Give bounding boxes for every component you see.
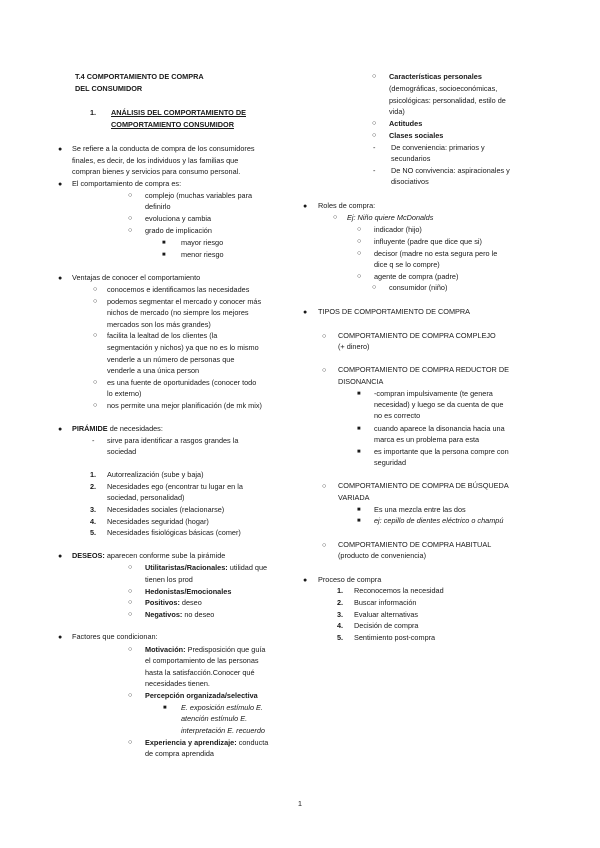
list-number: 2. <box>337 598 344 607</box>
list-item <box>145 645 265 656</box>
list-item: VARIADA <box>338 493 370 502</box>
list-item: dice q se lo compre) <box>374 260 440 269</box>
list-item: mercados son los más grandes) <box>107 320 211 329</box>
definition-line: compran bienes y servicios para consumo personal. <box>72 167 241 176</box>
behavior-intro: El comportamiento de compra es: <box>72 179 182 188</box>
square-bullet-icon: ■ <box>162 252 166 258</box>
list-item: Percepción organizada/selectiva <box>145 691 258 700</box>
circle-bullet-icon: ○ <box>93 402 98 409</box>
list-item: seguridad <box>374 458 407 467</box>
list-item <box>145 738 268 749</box>
roles-example: Ej: Niño quiere McDonalds <box>347 213 434 222</box>
bullet-icon: ● <box>58 181 63 188</box>
process-heading: Proceso de compra <box>318 575 382 584</box>
list-item <box>145 563 267 574</box>
circle-bullet-icon: ○ <box>128 215 133 222</box>
list-item: ej: cepillo de dientes eléctrico o champú <box>374 516 504 525</box>
list-item: Reconocemos la necesidad <box>354 586 444 595</box>
positive-label: Positivos: <box>145 598 180 607</box>
list-number: 1. <box>337 586 344 595</box>
util-label: Utilitaristas/Racionales: <box>145 563 228 572</box>
circle-bullet-icon: ○ <box>357 238 362 245</box>
list-item: Necesidades fisiológicas básicas (comer) <box>107 528 241 537</box>
list-item: Decisión de compra <box>354 621 419 630</box>
list-item: necesidad) y luego se da cuenta de que <box>374 400 504 409</box>
bullet-icon: ● <box>303 577 308 584</box>
list-item: hasta la satisfacción.Conocer qué <box>145 668 255 677</box>
list-item: sirve para identificar a rasgos grandes la <box>107 436 239 445</box>
circle-bullet-icon: ○ <box>322 483 327 490</box>
list-item: marca es un problema para esta <box>374 435 480 444</box>
list-item: conocemos e identificamos las necesidades <box>107 285 250 294</box>
types-heading: TIPOS DE COMPORTAMIENTO DE COMPRA <box>318 307 471 316</box>
list-item: nichos de mercado (no siempre los mejores <box>107 308 249 317</box>
list-item: indicador (hijo) <box>374 225 422 234</box>
square-bullet-icon: ■ <box>357 507 361 513</box>
list-item: evoluciona y cambia <box>145 214 212 223</box>
bullet-icon: ● <box>303 309 308 316</box>
list-item: COMPORTAMIENTO DE COMPRA REDUCTOR DE <box>338 365 509 374</box>
list-item: Evaluar alternativas <box>354 610 419 619</box>
circle-bullet-icon: ○ <box>128 599 133 606</box>
definition-line: finales, es decir, de los individuos y las familias que <box>72 156 239 165</box>
pyramid-heading <box>72 424 163 435</box>
circle-bullet-icon: ○ <box>357 250 362 257</box>
list-item: vida) <box>389 107 405 116</box>
list-number: 3. <box>90 505 97 514</box>
list-item: Necesidades sociales (relacionarse) <box>107 505 225 514</box>
list-item: de compra aprendida <box>145 749 214 758</box>
circle-bullet-icon: ○ <box>333 214 338 221</box>
list-item: podemos segmentar el mercado y conocer más <box>107 297 262 306</box>
list-item: consumidor (niño) <box>389 283 448 292</box>
list-item: De conveniencia: primarios y <box>391 143 485 152</box>
list-item: (demográficas, socioeconómicas, <box>389 84 498 93</box>
list-item: Características personales <box>389 72 482 81</box>
list-number: 5. <box>90 528 97 537</box>
list-item: nos permite una mejor planificación (de mk mix) <box>107 401 262 410</box>
motivation-label: Motivación: <box>145 645 186 654</box>
square-bullet-icon: ■ <box>357 426 361 432</box>
pyramid-title-rest: de necesidades: <box>107 424 163 433</box>
circle-bullet-icon: ○ <box>128 611 133 618</box>
list-number: 4. <box>90 517 97 526</box>
list-item: mayor riesgo <box>181 238 224 247</box>
advantages-intro: Ventajas de conocer el comportamiento <box>72 273 201 282</box>
circle-bullet-icon: ○ <box>93 379 98 386</box>
bullet-icon: ● <box>58 146 63 153</box>
circle-bullet-icon: ○ <box>128 646 133 653</box>
circle-bullet-icon: ○ <box>128 564 133 571</box>
list-number: 3. <box>337 610 344 619</box>
experience-label: Experiencia y aprendizaje: <box>145 738 237 747</box>
util-text: utilidad que <box>227 563 268 572</box>
list-item: psicológicas: personalidad, estilo de <box>389 96 506 105</box>
dash-bullet-icon: - <box>373 143 376 152</box>
list-number: 4. <box>337 621 344 630</box>
list-item: COMPORTAMIENTO DE COMPRA HABITUAL <box>338 540 492 549</box>
dash-bullet-icon: - <box>92 436 95 445</box>
list-item: interpretación E. recuerdo <box>181 726 265 735</box>
list-item: E. exposición estímulo E. <box>181 703 263 712</box>
circle-bullet-icon: ○ <box>372 73 377 80</box>
bullet-icon: ● <box>58 634 63 641</box>
list-item: venderle a una única person <box>107 366 200 375</box>
list-number: 2. <box>90 482 97 491</box>
desires-heading <box>72 551 225 562</box>
list-item: Sentimiento post-compra <box>354 633 436 642</box>
dash-bullet-icon: - <box>373 166 376 175</box>
circle-bullet-icon: ○ <box>357 226 362 233</box>
section-heading-line1: ANÁLISIS DEL COMPORTAMIENTO DE <box>111 108 246 117</box>
circle-bullet-icon: ○ <box>128 192 133 199</box>
list-item: agente de compra (padre) <box>374 272 459 281</box>
list-item: no es correcto <box>374 411 421 420</box>
doc-title-line2: DEL CONSUMIDOR <box>75 84 143 93</box>
roles-heading: Roles de compra: <box>318 201 376 210</box>
list-item: Autorrealización (sube y baja) <box>107 470 204 479</box>
list-item: COMPORTAMIENTO DE COMPRA DE BÚSQUEDA <box>338 481 509 490</box>
circle-bullet-icon: ○ <box>372 120 377 127</box>
list-item: Actitudes <box>389 119 423 128</box>
circle-bullet-icon: ○ <box>372 284 377 291</box>
definition-line: Se refiere a la conducta de compra de los consumidores <box>72 144 255 153</box>
negative-label: Negativos: <box>145 610 183 619</box>
desires-title: DESEOS: <box>72 551 105 560</box>
list-item: sociedad <box>107 447 137 456</box>
section-number: 1. <box>90 108 97 117</box>
page-number: 1 <box>297 799 303 808</box>
list-item: grado de implicación <box>145 226 212 235</box>
list-item: secundarios <box>391 154 431 163</box>
list-number: 1. <box>90 470 97 479</box>
positive-text: deseo <box>179 598 202 607</box>
list-item: es una fuente de oportunidades (conocer todo <box>107 378 257 387</box>
square-bullet-icon: ■ <box>357 449 361 455</box>
list-item: De NO convivencia: aspiracionales y <box>391 166 510 175</box>
circle-bullet-icon: ○ <box>128 227 133 234</box>
circle-bullet-icon: ○ <box>372 132 377 139</box>
experience-text: conducta <box>236 738 269 747</box>
circle-bullet-icon: ○ <box>357 273 362 280</box>
list-item: complejo (muchas variables para <box>145 191 253 200</box>
circle-bullet-icon: ○ <box>93 298 98 305</box>
square-bullet-icon: ■ <box>357 518 361 524</box>
list-item: Hedonistas/Emocionales <box>145 587 232 596</box>
list-item: Clases sociales <box>389 131 444 140</box>
list-item: -compran impulsivamente (te genera <box>374 389 493 398</box>
list-item: atención estímulo E. <box>181 714 248 723</box>
list-item: lo externo) <box>107 389 142 398</box>
list-item: Necesidades seguridad (hogar) <box>107 517 209 526</box>
factors-intro: Factores que condicionan: <box>72 632 158 641</box>
circle-bullet-icon: ○ <box>128 739 133 746</box>
negative-text: no deseo <box>182 610 215 619</box>
list-item: disociativos <box>391 177 429 186</box>
list-item: (+ dinero) <box>338 342 370 351</box>
circle-bullet-icon: ○ <box>93 286 98 293</box>
list-item: tienen los prod <box>145 575 193 584</box>
list-item <box>145 598 202 609</box>
circle-bullet-icon: ○ <box>128 692 133 699</box>
list-item: menor riesgo <box>181 250 224 259</box>
list-item: Necesidades ego (encontrar tu lugar en la <box>107 482 243 491</box>
list-item: cuando aparece la disonancia hacia una <box>374 424 505 433</box>
circle-bullet-icon: ○ <box>322 333 327 340</box>
section-heading-line2: COMPORTAMIENTO CONSUMIDOR <box>111 120 234 129</box>
pyramid-title: PIRÁMIDE <box>72 424 108 433</box>
circle-bullet-icon: ○ <box>93 332 98 339</box>
list-item: decisor (madre no esta segura pero le <box>374 249 498 258</box>
list-item: influyente (padre que dice que si) <box>374 237 482 246</box>
list-item: venderle a un número de personas que <box>107 355 235 364</box>
square-bullet-icon: ■ <box>162 240 166 246</box>
list-item: COMPORTAMIENTO DE COMPRA COMPLEJO <box>338 331 496 340</box>
bullet-icon: ● <box>58 553 63 560</box>
square-bullet-icon: ■ <box>357 391 361 397</box>
motivation-text: Predisposición que guía <box>185 645 266 654</box>
desires-title-rest: aparecen conforme sube la pirámide <box>104 551 226 560</box>
list-item <box>145 610 214 621</box>
square-bullet-icon: ■ <box>163 705 167 711</box>
list-item: (producto de conveniencia) <box>338 551 427 560</box>
circle-bullet-icon: ○ <box>128 588 133 595</box>
list-item: es importante que la persona compre con <box>374 447 509 456</box>
list-item: sociedad, personalidad) <box>107 493 185 502</box>
list-item: definirlo <box>145 202 171 211</box>
list-item: Es una mezcla entre las dos <box>374 505 466 514</box>
circle-bullet-icon: ○ <box>322 542 327 549</box>
bullet-icon: ● <box>303 203 308 210</box>
list-item: segmentación y nichos) ya que no es lo mismo <box>107 343 259 352</box>
list-item: facilita la lealtad de los clientes (la <box>107 331 218 340</box>
list-item: necesidades tienen. <box>145 679 210 688</box>
doc-title-line1: T.4 COMPORTAMIENTO DE COMPRA <box>75 72 204 81</box>
circle-bullet-icon: ○ <box>322 367 327 374</box>
list-item: DISONANCIA <box>338 377 384 386</box>
list-item: Buscar información <box>354 598 417 607</box>
bullet-icon: ● <box>58 275 63 282</box>
list-number: 5. <box>337 633 344 642</box>
bullet-icon: ● <box>58 426 63 433</box>
list-item: el comportamiento de las personas <box>145 656 259 665</box>
